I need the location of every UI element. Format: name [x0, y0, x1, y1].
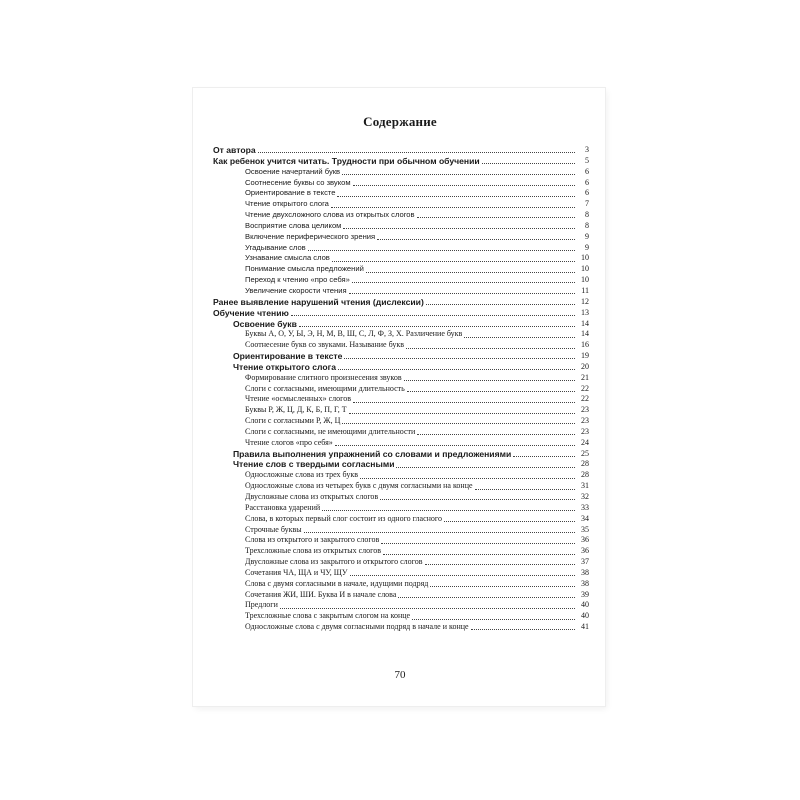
toc-entry-title: Односложные слова из четырех букв с двумя согласными на конце	[245, 481, 473, 491]
dot-leader	[417, 217, 575, 218]
toc-entry-page: 8	[585, 220, 589, 230]
toc-entry-title: Чтение слов с твердыми согласными	[233, 459, 395, 470]
toc-entry-title: Формирование слитного произнесения звуков	[245, 372, 402, 382]
toc-entry-page: 19	[581, 351, 589, 361]
toc-entry	[213, 394, 589, 405]
toc-entry-title: Соотнесение букв со звуками. Называние букв	[245, 340, 405, 350]
toc-entry-page: 31	[581, 481, 589, 491]
toc-entry-page: 12	[581, 296, 589, 306]
toc-entry-title: Обучение чтению	[213, 307, 289, 318]
dot-leader	[426, 304, 575, 305]
toc-entry	[213, 405, 589, 416]
toc-entry-title: Чтение слогов «про себя»	[245, 437, 333, 447]
toc-entry-page: 13	[581, 307, 589, 317]
toc-entry-page: 40	[581, 611, 589, 621]
toc-entry-title: Расстановка ударений	[245, 502, 321, 512]
dot-leader	[407, 391, 575, 392]
toc-entry	[213, 340, 589, 351]
dot-leader	[471, 629, 575, 630]
dot-leader	[342, 174, 575, 175]
toc-entry-title: Слова, в которых первый слог состоит из одного гласного	[245, 513, 443, 523]
dot-leader	[383, 554, 575, 555]
toc-entry	[213, 590, 589, 601]
toc-entry-title: Ориентирование в тексте	[233, 351, 343, 362]
toc-entry-page: 14	[581, 318, 589, 328]
toc-entry-page: 10	[581, 264, 589, 274]
toc-entry	[213, 438, 589, 449]
toc-entry-title: Чтение открытого слога	[245, 199, 329, 209]
dot-leader	[342, 423, 575, 424]
toc-entry	[213, 264, 589, 275]
toc-entry-page: 7	[585, 199, 589, 209]
toc-entry-title: Чтение «осмысленных» слогов	[245, 394, 351, 404]
toc-entry	[213, 297, 589, 308]
toc-entry-page: 40	[581, 600, 589, 610]
dot-leader	[353, 185, 575, 186]
toc-entry-page: 36	[581, 535, 589, 545]
dot-leader	[332, 261, 575, 262]
toc-entry-page: 9	[585, 231, 589, 241]
toc-entry-title: Буквы А, О, У, Ы, Э, Н, М, В, Ш, С, Л, Ф, З, Х. Различение букв	[245, 329, 463, 339]
toc-entry-title: Правила выполнения упражнений со словами и предложениями	[233, 448, 512, 459]
toc-entry	[213, 167, 589, 178]
dot-leader	[304, 532, 575, 533]
toc-entry	[213, 546, 589, 557]
toc-entry-title: Узнавание смысла слов	[245, 253, 330, 263]
toc-entry	[213, 221, 589, 232]
toc-entry	[213, 611, 589, 622]
dot-leader	[344, 358, 575, 359]
toc-entry	[213, 199, 589, 210]
toc-entry-page: 34	[581, 513, 589, 523]
toc-entry-title: Слова из открытого и закрытого слогов	[245, 535, 380, 545]
dot-leader	[308, 250, 575, 251]
dot-leader	[360, 478, 575, 479]
toc-entry-title: Чтение открытого слога	[233, 361, 336, 372]
toc-entry-title: Односложные слова из трех букв	[245, 470, 358, 480]
toc-entry	[213, 351, 589, 362]
toc-entry	[213, 156, 589, 167]
dot-leader	[338, 369, 575, 370]
toc-entry-page: 16	[581, 340, 589, 350]
dot-leader	[291, 315, 575, 316]
toc-entry-title: Увеличение скорости чтения	[245, 285, 347, 295]
toc-entry-page: 23	[581, 405, 589, 415]
toc-entry-title: Слоги с согласными, не имеющими длительности	[245, 426, 416, 436]
dot-leader	[349, 413, 575, 414]
dot-leader	[299, 326, 575, 327]
toc-entry-page: 6	[585, 166, 589, 176]
toc-entry-page: 41	[581, 622, 589, 632]
dot-leader	[444, 521, 575, 522]
table-of-contents	[213, 145, 589, 633]
toc-entry-title: Трехсложные слова из открытых слогов	[245, 546, 382, 556]
page-title: Содержание	[363, 114, 437, 129]
toc-entry-page: 8	[585, 210, 589, 220]
toc-entry-title: Включение периферического зрения	[245, 231, 376, 241]
toc-entry	[213, 384, 589, 395]
toc-entry	[213, 492, 589, 503]
toc-entry-page: 10	[581, 253, 589, 263]
toc-entry-title: Односложные слова с двумя согласными подряд в начале и конце	[245, 622, 469, 632]
dot-leader	[412, 619, 575, 620]
toc-entry-title: От автора	[213, 145, 256, 155]
dot-leader	[396, 467, 575, 468]
toc-entry	[213, 145, 589, 156]
toc-entry-page: 38	[581, 567, 589, 577]
dot-leader	[337, 196, 575, 197]
toc-entry	[213, 557, 589, 568]
toc-entry	[213, 308, 589, 319]
toc-entry-title: Двусложные слова из закрытого и открытого слогов	[245, 557, 423, 567]
dot-leader	[475, 489, 575, 490]
dot-leader	[349, 293, 575, 294]
toc-entry	[213, 503, 589, 514]
toc-entry	[213, 210, 589, 221]
toc-entry	[213, 579, 589, 590]
toc-entry-page: 25	[581, 448, 589, 458]
toc-entry-title: Слоги с согласными, имеющими длительность	[245, 383, 405, 393]
dot-leader	[513, 456, 575, 457]
toc-entry	[213, 188, 589, 199]
toc-entry-title: Трехсложные слова с закрытым слогом на конце	[245, 611, 411, 621]
toc-entry	[213, 286, 589, 297]
toc-entry	[213, 373, 589, 384]
toc-entry	[213, 275, 589, 286]
toc-entry-title: Освоение начертаний букв	[245, 166, 341, 176]
dot-leader	[335, 445, 575, 446]
dot-leader	[406, 348, 575, 349]
toc-entry-page: 14	[581, 329, 589, 339]
toc-entry-title: Строчные буквы	[245, 524, 302, 534]
toc-entry	[213, 427, 589, 438]
toc-entry	[213, 600, 589, 611]
dot-leader	[353, 402, 575, 403]
toc-entry-page: 37	[581, 557, 589, 567]
toc-entry	[213, 525, 589, 536]
toc-entry-page: 21	[581, 372, 589, 382]
toc-entry	[213, 319, 589, 330]
toc-entry	[213, 329, 589, 340]
toc-entry	[213, 449, 589, 460]
toc-entry-page: 11	[581, 285, 589, 295]
toc-entry-page: 5	[585, 155, 589, 165]
toc-entry-title: Ориентирование в тексте	[245, 188, 336, 198]
dot-leader	[398, 597, 575, 598]
toc-entry-page: 39	[581, 589, 589, 599]
toc-entry-page: 23	[581, 426, 589, 436]
toc-entry-title: Слова с двумя согласными в начале, идущими подряд	[245, 578, 429, 588]
toc-entry	[213, 232, 589, 243]
toc-entry-page: 38	[581, 578, 589, 588]
dot-leader	[404, 380, 575, 381]
dot-leader	[425, 564, 576, 565]
toc-entry-page: 28	[581, 459, 589, 469]
dot-leader	[417, 434, 575, 435]
toc-entry-title: Понимание смысла предложений	[245, 264, 364, 274]
toc-entry-page: 22	[581, 383, 589, 393]
dot-leader	[366, 272, 575, 273]
toc-entry-page: 36	[581, 546, 589, 556]
toc-entry-title: Буквы Р, Ж, Ц, Д, К, Б, П, Г, Т	[245, 405, 347, 415]
toc-entry-page: 28	[581, 470, 589, 480]
toc-entry-title: Угадывание слов	[245, 242, 306, 252]
dot-leader	[331, 207, 575, 208]
toc-entry	[213, 514, 589, 525]
toc-entry-title: Слоги с согласными Р, Ж, Ц	[245, 416, 341, 426]
toc-entry-page: 9	[585, 242, 589, 252]
dot-leader	[258, 152, 575, 153]
dot-leader	[482, 163, 575, 164]
toc-entry-page: 6	[585, 188, 589, 198]
toc-entry-page: 35	[581, 524, 589, 534]
page-number: 70	[394, 669, 406, 681]
toc-entry-title: Сочетания ЖИ, ШИ. Буква И в начале слова	[245, 589, 397, 599]
toc-entry-page: 33	[581, 502, 589, 512]
toc-entry	[213, 416, 589, 427]
toc-entry-page: 10	[581, 275, 589, 285]
toc-entry-title: Как ребенок учится читать. Трудности при обычном обучении	[213, 155, 480, 166]
toc-entry-page: 20	[581, 361, 589, 371]
toc-entry	[213, 470, 589, 481]
dot-leader	[350, 575, 576, 576]
toc-entry-page: 23	[581, 416, 589, 426]
toc-entry	[213, 622, 589, 633]
toc-entry	[213, 459, 589, 470]
toc-entry-page: 32	[581, 492, 589, 501]
dot-leader	[380, 499, 575, 500]
toc-entry	[213, 481, 589, 492]
dot-leader	[381, 543, 575, 544]
dot-leader	[430, 586, 575, 587]
toc-entry-title: Освоение букв	[233, 318, 297, 329]
dot-leader	[464, 337, 575, 338]
toc-entry-title: Соотнесение буквы со звуком	[245, 177, 351, 187]
toc-entry-title: Сочетания ЧА, ЩА и ЧУ, ЩУ	[245, 567, 348, 577]
dot-leader	[352, 282, 575, 283]
dot-leader	[322, 510, 575, 511]
toc-entry	[213, 568, 589, 579]
toc-entry-title: Переход к чтению «про себя»	[245, 275, 350, 285]
toc-entry-page: 3	[585, 145, 589, 154]
dot-leader	[280, 608, 575, 609]
toc-entry-title: Двусложные слова из открытых слогов	[245, 492, 379, 501]
dot-leader	[343, 228, 575, 229]
toc-entry-title: Восприятие слова целиком	[245, 220, 342, 230]
toc-entry	[213, 178, 589, 189]
toc-entry-title: Предлоги	[245, 600, 278, 610]
toc-entry-title: Чтение двухсложного слова из открытых слогов	[245, 210, 415, 220]
toc-entry	[213, 535, 589, 546]
toc-entry	[213, 253, 589, 264]
toc-entry-title: Ранее выявление нарушений чтения (дислексии)	[213, 296, 424, 307]
toc-entry-page: 24	[581, 437, 589, 447]
toc-entry-page: 22	[581, 394, 589, 404]
dot-leader	[377, 239, 575, 240]
toc-entry	[213, 362, 589, 373]
toc-entry-page: 6	[585, 177, 589, 187]
toc-entry	[213, 243, 589, 254]
